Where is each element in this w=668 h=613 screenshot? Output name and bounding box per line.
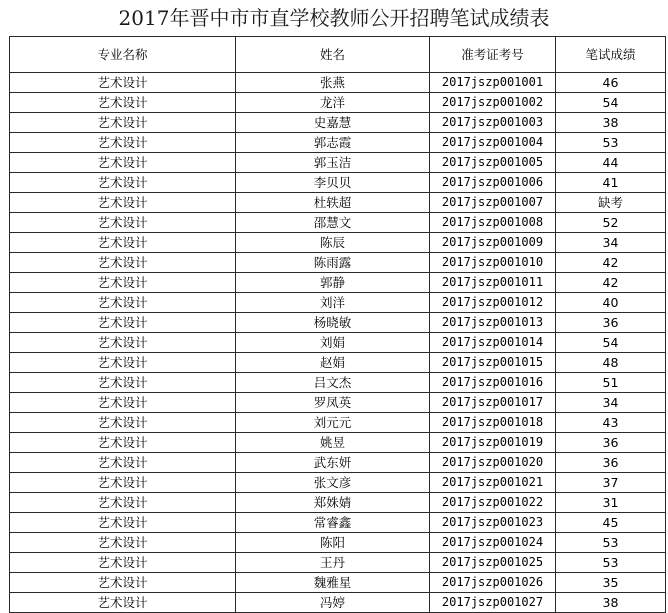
cell-exam-score: 46 xyxy=(556,73,666,93)
cell-major: 艺术设计 xyxy=(10,493,236,513)
table-row xyxy=(10,473,666,493)
table-row xyxy=(10,113,666,133)
cell-ticket-number: 2017jszp001021 xyxy=(430,473,556,493)
cell-ticket-number: 2017jszp001017 xyxy=(430,393,556,413)
cell-exam-score: 31 xyxy=(556,493,666,513)
cell-major: 艺术设计 xyxy=(10,153,236,173)
cell-exam-score: 38 xyxy=(556,593,666,613)
cell-name: 刘洋 xyxy=(236,293,430,313)
cell-name: 罗凤英 xyxy=(236,393,430,413)
table-row xyxy=(10,393,666,413)
cell-name: 常睿鑫 xyxy=(236,513,430,533)
table-row xyxy=(10,553,666,573)
cell-ticket-number: 2017jszp001007 xyxy=(430,193,556,213)
table-row xyxy=(10,173,666,193)
cell-exam-score: 38 xyxy=(556,113,666,133)
cell-major: 艺术设计 xyxy=(10,73,236,93)
cell-major: 艺术设计 xyxy=(10,593,236,613)
table-row xyxy=(10,533,666,553)
cell-name: 赵娟 xyxy=(236,353,430,373)
cell-ticket-number: 2017jszp001015 xyxy=(430,353,556,373)
cell-exam-score: 40 xyxy=(556,293,666,313)
cell-major: 艺术设计 xyxy=(10,113,236,133)
table-row xyxy=(10,513,666,533)
cell-ticket-number: 2017jszp001018 xyxy=(430,413,556,433)
cell-major: 艺术设计 xyxy=(10,533,236,553)
table-row xyxy=(10,93,666,113)
cell-ticket-number: 2017jszp001002 xyxy=(430,93,556,113)
cell-exam-score: 54 xyxy=(556,333,666,353)
cell-exam-score: 53 xyxy=(556,533,666,553)
cell-exam-score: 51 xyxy=(556,373,666,393)
cell-name: 邵慧文 xyxy=(236,213,430,233)
cell-name: 李贝贝 xyxy=(236,173,430,193)
cell-ticket-number: 2017jszp001026 xyxy=(430,573,556,593)
cell-major: 艺术设计 xyxy=(10,233,236,253)
cell-major: 艺术设计 xyxy=(10,433,236,453)
cell-name: 龙洋 xyxy=(236,93,430,113)
cell-exam-score: 36 xyxy=(556,433,666,453)
cell-ticket-number: 2017jszp001008 xyxy=(430,213,556,233)
page-title: 2017年晋中市市直学校教师公开招聘笔试成绩表 xyxy=(118,6,550,30)
cell-name: 史嘉慧 xyxy=(236,113,430,133)
cell-name: 郭玉洁 xyxy=(236,153,430,173)
cell-ticket-number: 2017jszp001016 xyxy=(430,373,556,393)
header-major: 专业名称 xyxy=(10,37,236,73)
table-row xyxy=(10,353,666,373)
cell-name: 王丹 xyxy=(236,553,430,573)
cell-ticket-number: 2017jszp001005 xyxy=(430,153,556,173)
table-row xyxy=(10,313,666,333)
cell-major: 艺术设计 xyxy=(10,513,236,533)
cell-ticket-number: 2017jszp001020 xyxy=(430,453,556,473)
cell-exam-score: 37 xyxy=(556,473,666,493)
cell-name: 刘娟 xyxy=(236,333,430,353)
cell-name: 姚昱 xyxy=(236,433,430,453)
score-table xyxy=(9,36,666,613)
cell-ticket-number: 2017jszp001006 xyxy=(430,173,556,193)
cell-exam-score: 54 xyxy=(556,93,666,113)
table-row xyxy=(10,233,666,253)
header-ticket-number: 准考证考号 xyxy=(430,37,556,73)
cell-major: 艺术设计 xyxy=(10,173,236,193)
cell-name: 冯婷 xyxy=(236,593,430,613)
cell-major: 艺术设计 xyxy=(10,313,236,333)
cell-major: 艺术设计 xyxy=(10,573,236,593)
cell-major: 艺术设计 xyxy=(10,253,236,273)
cell-name: 陈辰 xyxy=(236,233,430,253)
cell-ticket-number: 2017jszp001013 xyxy=(430,313,556,333)
cell-major: 艺术设计 xyxy=(10,333,236,353)
cell-exam-score: 53 xyxy=(556,133,666,153)
table-row xyxy=(10,433,666,453)
cell-major: 艺术设计 xyxy=(10,413,236,433)
cell-major: 艺术设计 xyxy=(10,213,236,233)
cell-major: 艺术设计 xyxy=(10,293,236,313)
table-row xyxy=(10,493,666,513)
cell-major: 艺术设计 xyxy=(10,373,236,393)
cell-ticket-number: 2017jszp001027 xyxy=(430,593,556,613)
table-row xyxy=(10,293,666,313)
cell-ticket-number: 2017jszp001009 xyxy=(430,233,556,253)
cell-exam-score: 34 xyxy=(556,233,666,253)
cell-exam-score: 43 xyxy=(556,413,666,433)
table-row xyxy=(10,153,666,173)
cell-name: 魏雅星 xyxy=(236,573,430,593)
cell-ticket-number: 2017jszp001014 xyxy=(430,333,556,353)
table-row xyxy=(10,273,666,293)
cell-name: 武东妍 xyxy=(236,453,430,473)
cell-name: 张燕 xyxy=(236,73,430,93)
cell-ticket-number: 2017jszp001003 xyxy=(430,113,556,133)
cell-exam-score: 53 xyxy=(556,553,666,573)
cell-exam-score: 42 xyxy=(556,273,666,293)
cell-ticket-number: 2017jszp001025 xyxy=(430,553,556,573)
cell-ticket-number: 2017jszp001001 xyxy=(430,73,556,93)
cell-major: 艺术设计 xyxy=(10,353,236,373)
cell-major: 艺术设计 xyxy=(10,453,236,473)
cell-exam-score: 52 xyxy=(556,213,666,233)
table-row xyxy=(10,453,666,473)
cell-exam-score: 36 xyxy=(556,313,666,333)
table-row xyxy=(10,73,666,93)
cell-ticket-number: 2017jszp001023 xyxy=(430,513,556,533)
table-header-row xyxy=(10,37,666,73)
cell-exam-score: 缺考 xyxy=(556,193,666,213)
cell-major: 艺术设计 xyxy=(10,553,236,573)
cell-ticket-number: 2017jszp001012 xyxy=(430,293,556,313)
header-name: 姓名 xyxy=(236,37,430,73)
cell-major: 艺术设计 xyxy=(10,273,236,293)
cell-major: 艺术设计 xyxy=(10,393,236,413)
table-row xyxy=(10,333,666,353)
cell-exam-score: 36 xyxy=(556,453,666,473)
table-row xyxy=(10,133,666,153)
cell-exam-score: 42 xyxy=(556,253,666,273)
cell-ticket-number: 2017jszp001022 xyxy=(430,493,556,513)
cell-major: 艺术设计 xyxy=(10,93,236,113)
cell-ticket-number: 2017jszp001010 xyxy=(430,253,556,273)
table-row xyxy=(10,573,666,593)
cell-name: 郑姝婧 xyxy=(236,493,430,513)
cell-major: 艺术设计 xyxy=(10,133,236,153)
cell-name: 陈雨露 xyxy=(236,253,430,273)
cell-name: 郭志霞 xyxy=(236,133,430,153)
header-exam-score: 笔试成绩 xyxy=(556,37,666,73)
table-row xyxy=(10,213,666,233)
cell-exam-score: 34 xyxy=(556,393,666,413)
cell-exam-score: 48 xyxy=(556,353,666,373)
cell-name: 杜轶超 xyxy=(236,193,430,213)
table-row xyxy=(10,413,666,433)
cell-ticket-number: 2017jszp001019 xyxy=(430,433,556,453)
cell-ticket-number: 2017jszp001024 xyxy=(430,533,556,553)
table-body xyxy=(10,73,666,613)
cell-name: 刘元元 xyxy=(236,413,430,433)
table-row xyxy=(10,593,666,613)
cell-name: 杨晓敏 xyxy=(236,313,430,333)
cell-major: 艺术设计 xyxy=(10,473,236,493)
cell-name: 吕文杰 xyxy=(236,373,430,393)
cell-exam-score: 44 xyxy=(556,153,666,173)
cell-name: 郭静 xyxy=(236,273,430,293)
table-row xyxy=(10,373,666,393)
cell-name: 张文彦 xyxy=(236,473,430,493)
cell-exam-score: 35 xyxy=(556,573,666,593)
cell-ticket-number: 2017jszp001004 xyxy=(430,133,556,153)
cell-exam-score: 41 xyxy=(556,173,666,193)
table-row xyxy=(10,193,666,213)
cell-exam-score: 45 xyxy=(556,513,666,533)
cell-name: 陈阳 xyxy=(236,533,430,553)
table-row xyxy=(10,253,666,273)
cell-major: 艺术设计 xyxy=(10,193,236,213)
cell-ticket-number: 2017jszp001011 xyxy=(430,273,556,293)
